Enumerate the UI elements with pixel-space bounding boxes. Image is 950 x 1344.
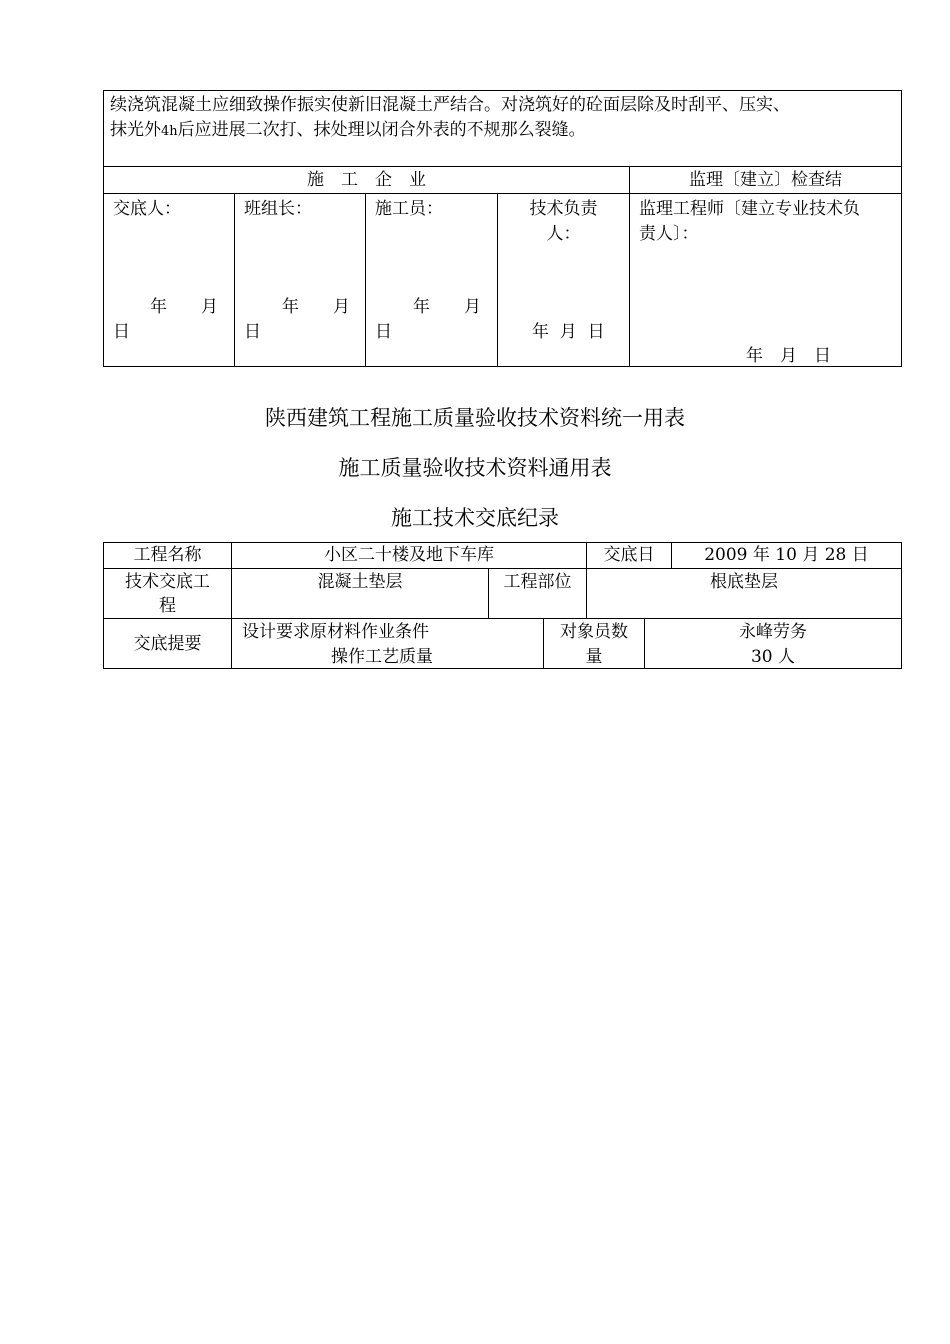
project-name-value: 小区二十楼及地下车库 bbox=[324, 545, 494, 565]
team-leader-date-line-1: 年 月 bbox=[282, 297, 350, 317]
construction-note-line-1: 续浇筑混凝土应细致操作振实使新旧混凝土严结合。对浇筑好的砼面层除及时刮平、压实、 bbox=[110, 95, 790, 115]
summary-line-2: 操作工艺质量 bbox=[331, 647, 433, 667]
supervision-header: 监理〔建立〕检查结 bbox=[689, 170, 842, 190]
handover-date-line-1: 年 月 bbox=[150, 297, 218, 317]
summary-label: 交底提要 bbox=[133, 634, 202, 654]
form-title-general: 施工质量验收技术资料通用表 bbox=[338, 456, 612, 480]
supervisor-label-line-1: 监理工程师〔建立专业技术负 bbox=[639, 199, 860, 219]
constructor-date-line-2: 日 bbox=[375, 322, 392, 342]
tech-lead-label-line-1: 技术负责 bbox=[529, 199, 598, 219]
constructor-date-line-1: 年 月 bbox=[413, 297, 481, 317]
team-leader-date-line-2: 日 bbox=[244, 322, 261, 342]
part-label: 工程部位 bbox=[503, 572, 572, 592]
handover-date-value: 2009 年 10 月 28 日 bbox=[704, 545, 869, 565]
item-value: 混凝土垫层 bbox=[317, 572, 403, 592]
tech-lead-label-line-2: 人： bbox=[546, 224, 581, 244]
team-leader-label: 班组长： bbox=[244, 199, 312, 219]
item-label-line-2: 程 bbox=[159, 596, 176, 616]
handover-date-label: 交底日 bbox=[603, 545, 655, 565]
handover-date-line-2: 日 bbox=[113, 322, 130, 342]
construction-note-line-2: 抹光外4h后应进展二次打、抹处理以闭合外表的不规那么裂缝。 bbox=[110, 120, 586, 140]
handover-person-label: 交底人： bbox=[113, 199, 181, 219]
summary-line-1: 设计要求原材料作业条件 bbox=[242, 622, 429, 642]
supervisor-label-line-2: 责人〕： bbox=[639, 224, 699, 244]
enterprise-header: 施 工 企 业 bbox=[307, 170, 426, 190]
form-title-record: 施工技术交底纪录 bbox=[391, 506, 559, 530]
count-label-line-1: 对象员数 bbox=[560, 622, 628, 642]
count-label-line-2: 量 bbox=[585, 647, 603, 667]
part-value: 根底垫层 bbox=[710, 572, 778, 592]
supervisor-date: 年 月 日 bbox=[746, 346, 831, 366]
item-label-line-1: 技术交底工 bbox=[125, 572, 210, 592]
form-title-unified: 陕西建筑工程施工质量验收技术资料统一用表 bbox=[265, 406, 685, 430]
constructor-label: 施工员： bbox=[375, 199, 443, 219]
team-count: 30 人 bbox=[750, 647, 796, 667]
tech-lead-date: 年 月 日 bbox=[532, 322, 605, 342]
team-name: 永峰劳务 bbox=[739, 622, 807, 642]
project-name-label: 工程名称 bbox=[133, 545, 202, 565]
